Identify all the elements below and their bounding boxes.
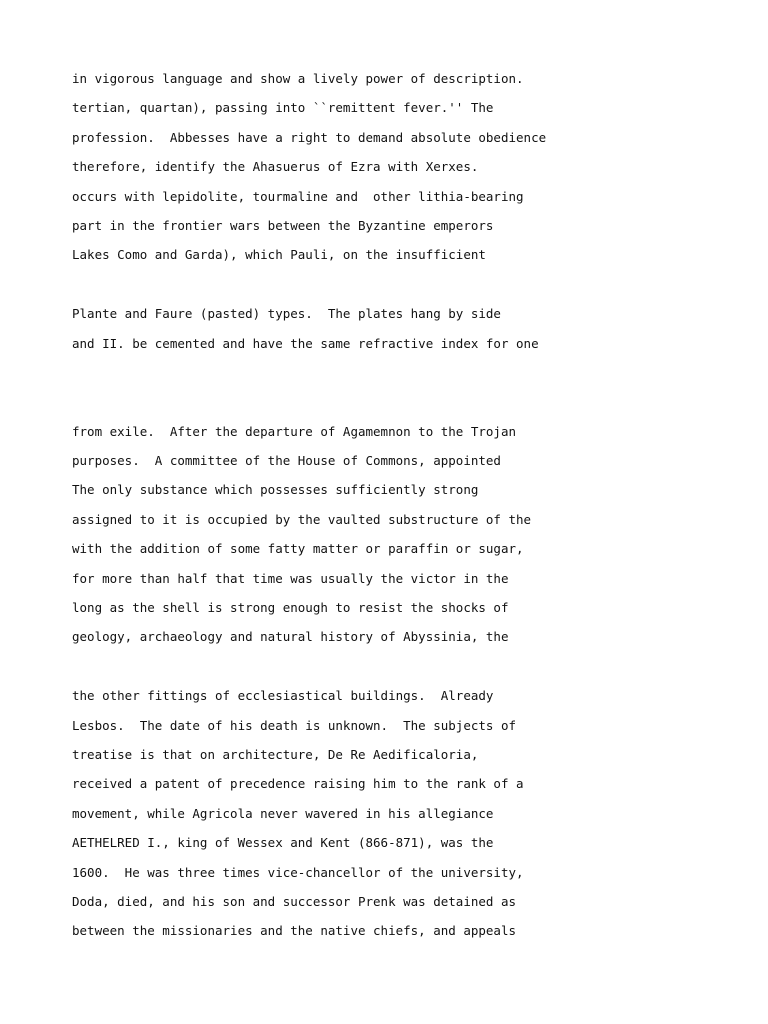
text-line: between the missionaries and the native chiefs, and appeals xyxy=(72,923,517,939)
text-line: Lakes Como and Garda), which Pauli, on the insufficient xyxy=(72,247,486,263)
blank-line xyxy=(72,364,752,393)
text-line: Plante and Faure (pasted) types. The plates hang by side xyxy=(72,306,501,322)
text-line: treatise is that on architecture, De Re Aedificaloria, xyxy=(72,746,479,762)
text-line: occurs with lepidolite, tourmaline and other lithia-bearing xyxy=(72,188,524,204)
text-line: with the addition of some fatty matter or paraffin or sugar, xyxy=(72,541,524,557)
text-line: Lesbos. The date of his death is unknown. The subjects of xyxy=(72,717,517,733)
text-line: purposes. A committee of the House of Commons, appointed xyxy=(72,453,501,469)
text-line: from exile. After the departure of Agamemnon to the Trojan xyxy=(72,423,517,439)
text-line: profession. Abbesses have a right to demand absolute obedience xyxy=(72,129,547,145)
text-line: therefore, identify the Ahasuerus of Ezra with Xerxes. xyxy=(72,159,479,175)
blank-line xyxy=(72,658,752,687)
document-text xyxy=(72,70,752,952)
text-line: long as the shell is strong enough to resist the shocks of xyxy=(72,600,509,616)
blank-line xyxy=(72,393,752,422)
text-line: tertian, quartan), passing into ``remittent fever.'' The xyxy=(72,100,494,116)
text-line: 1600. He was three times vice-chancellor of the university, xyxy=(72,864,524,880)
text-line: the other fittings of ecclesiastical buildings. Already xyxy=(72,688,494,704)
text-line: The only substance which possesses sufficiently strong xyxy=(72,482,479,498)
text-line: movement, while Agricola never wavered in his allegiance xyxy=(72,805,494,821)
text-line: and II. be cemented and have the same refractive index for one xyxy=(72,335,539,351)
text-line: received a patent of precedence raising him to the rank of a xyxy=(72,776,524,792)
blank-line xyxy=(72,276,752,305)
text-line: assigned to it is occupied by the vaulted substructure of the xyxy=(72,511,532,527)
text-line: for more than half that time was usually the victor in the xyxy=(72,570,509,586)
text-line: geology, archaeology and natural history of Abyssinia, the xyxy=(72,629,509,645)
text-line: part in the frontier wars between the Byzantine emperors xyxy=(72,217,494,233)
text-line: in vigorous language and show a lively power of description. xyxy=(72,71,524,86)
text-line: Doda, died, and his son and successor Prenk was detained as xyxy=(72,893,517,909)
text-line: AETHELRED I., king of Wessex and Kent (866-871), was the xyxy=(72,835,494,851)
